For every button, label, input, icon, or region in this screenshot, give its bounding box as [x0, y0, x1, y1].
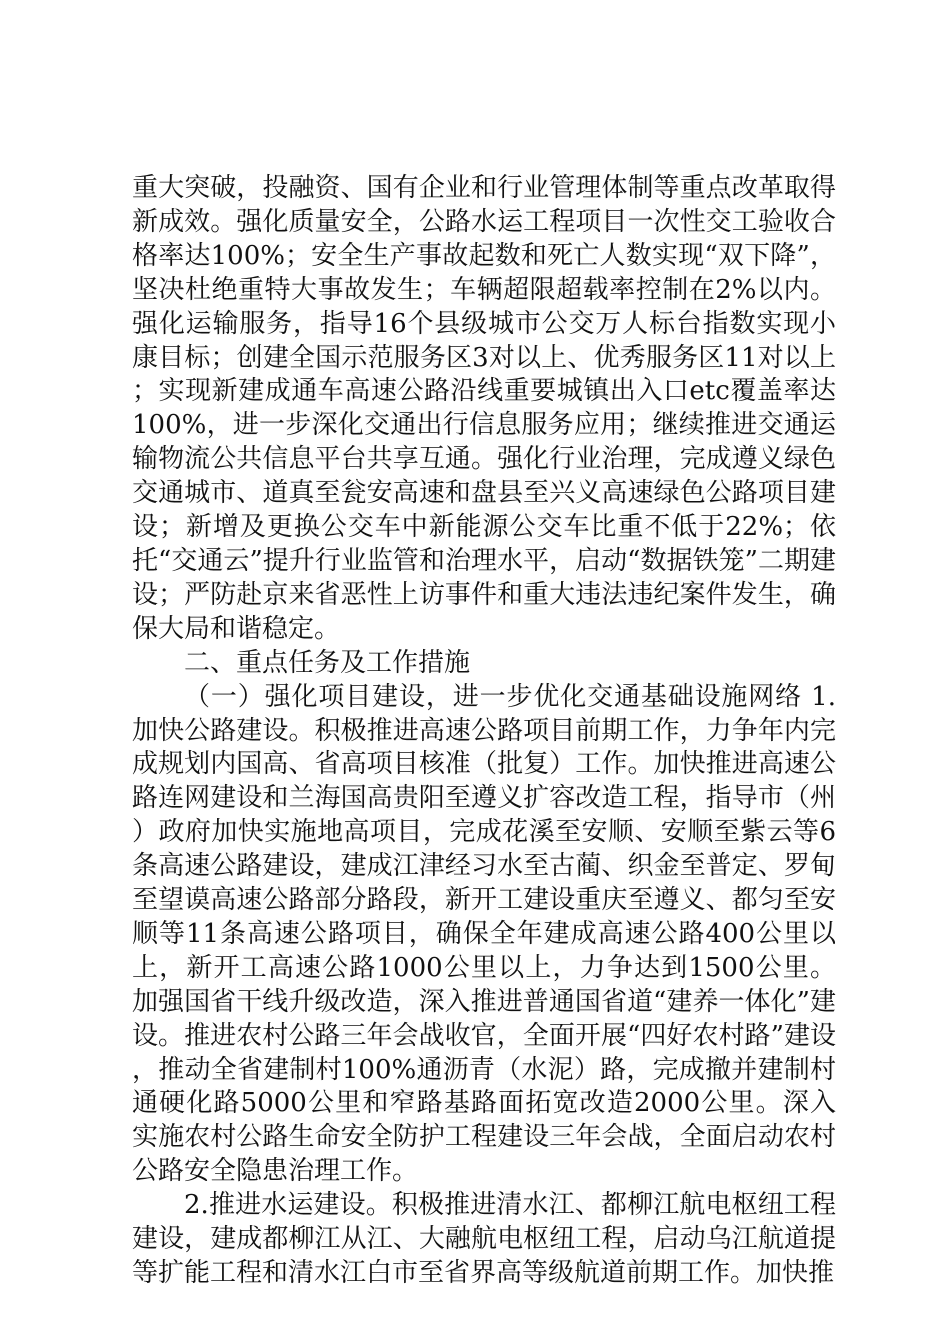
- paragraph-goals-continued: 重大突破，投融资、国有企业和行业管理体制等重点改革取得新成效。强化质量安全，公路水运工程项目一次性交工验收合格率达100%；安全生产事故起数和死亡人数实现“双下降”，坚决杜绝重特大事故发生；车辆超限超载率控制在2%以内。强化运输服务，指导16个县级城市公交万人标台指数实现小康目标；创建全国示范服务区3对以上、优秀服务区11对以上；实现新建成通车高速公路沿线重要城镇出入口etc覆盖率达100%，进一步深化交通出行信息服务应用；继续推进交通运输物流公共信息平台共享互通。强化行业治理，完成遵义绿色交通城市、道真至瓮安高速和盘县至兴义高速绿色公路项目建设；新增及更换公交车中新能源公交车比重不低于22%；依托“交通云”提升行业监管和治理水平，启动“数据铁笼”二期建设；严防赴京来省恶性上访事件和重大违法违纪案件发生，确保大局和谐稳定。: [132, 173, 836, 644]
- document-body: [132, 172, 836, 1291]
- paragraph-project-construction: （一）强化项目建设，进一步优化交通基础设施网络 1.加快公路建设。积极推进高速公路项目前期工作，力争年内完成规划内国高、省高项目核准（批复）工作。加快推进高速公路连网建设和兰海国高贵阳至遵义扩容改造工程，指导市（州）政府加快实施地高项目，完成花溪至安顺、安顺至紫云等6条高速公路建设，建成江津经习水至古蔺、织金至普定、罗甸至望谟高速公路部分路段，新开工建设重庆至遵义、都匀至安顺等11条高速公路项目，确保全年建成高速公路400公里以上，新开工高速公路1000公里以上，力争达到1500公里。加强国省干线升级改造，深入推进普通国省道“建养一体化”建设。推进农村公路三年会战收官，全面开展“四好农村路”建设，推动全省建制村100%通沥青（水泥）路，完成撤并建制村通硬化路5000公里和窄路基路面拓宽改造2000公里。深入实施农村公路生命安全防护工程建设三年会战，全面启动农村公路安全隐患治理工作。: [132, 681, 836, 1187]
- section-heading-key-tasks: 二、重点任务及工作措施: [184, 647, 471, 678]
- paragraph-waterway-construction: 2.推进水运建设。积极推进清水江、都柳江航电枢纽工程建设，建成都柳江从江、大融航电枢纽工程，启动乌江航道提等扩能工程和清水江白市至省界高等级航道前期工作。加快推: [132, 1190, 836, 1288]
